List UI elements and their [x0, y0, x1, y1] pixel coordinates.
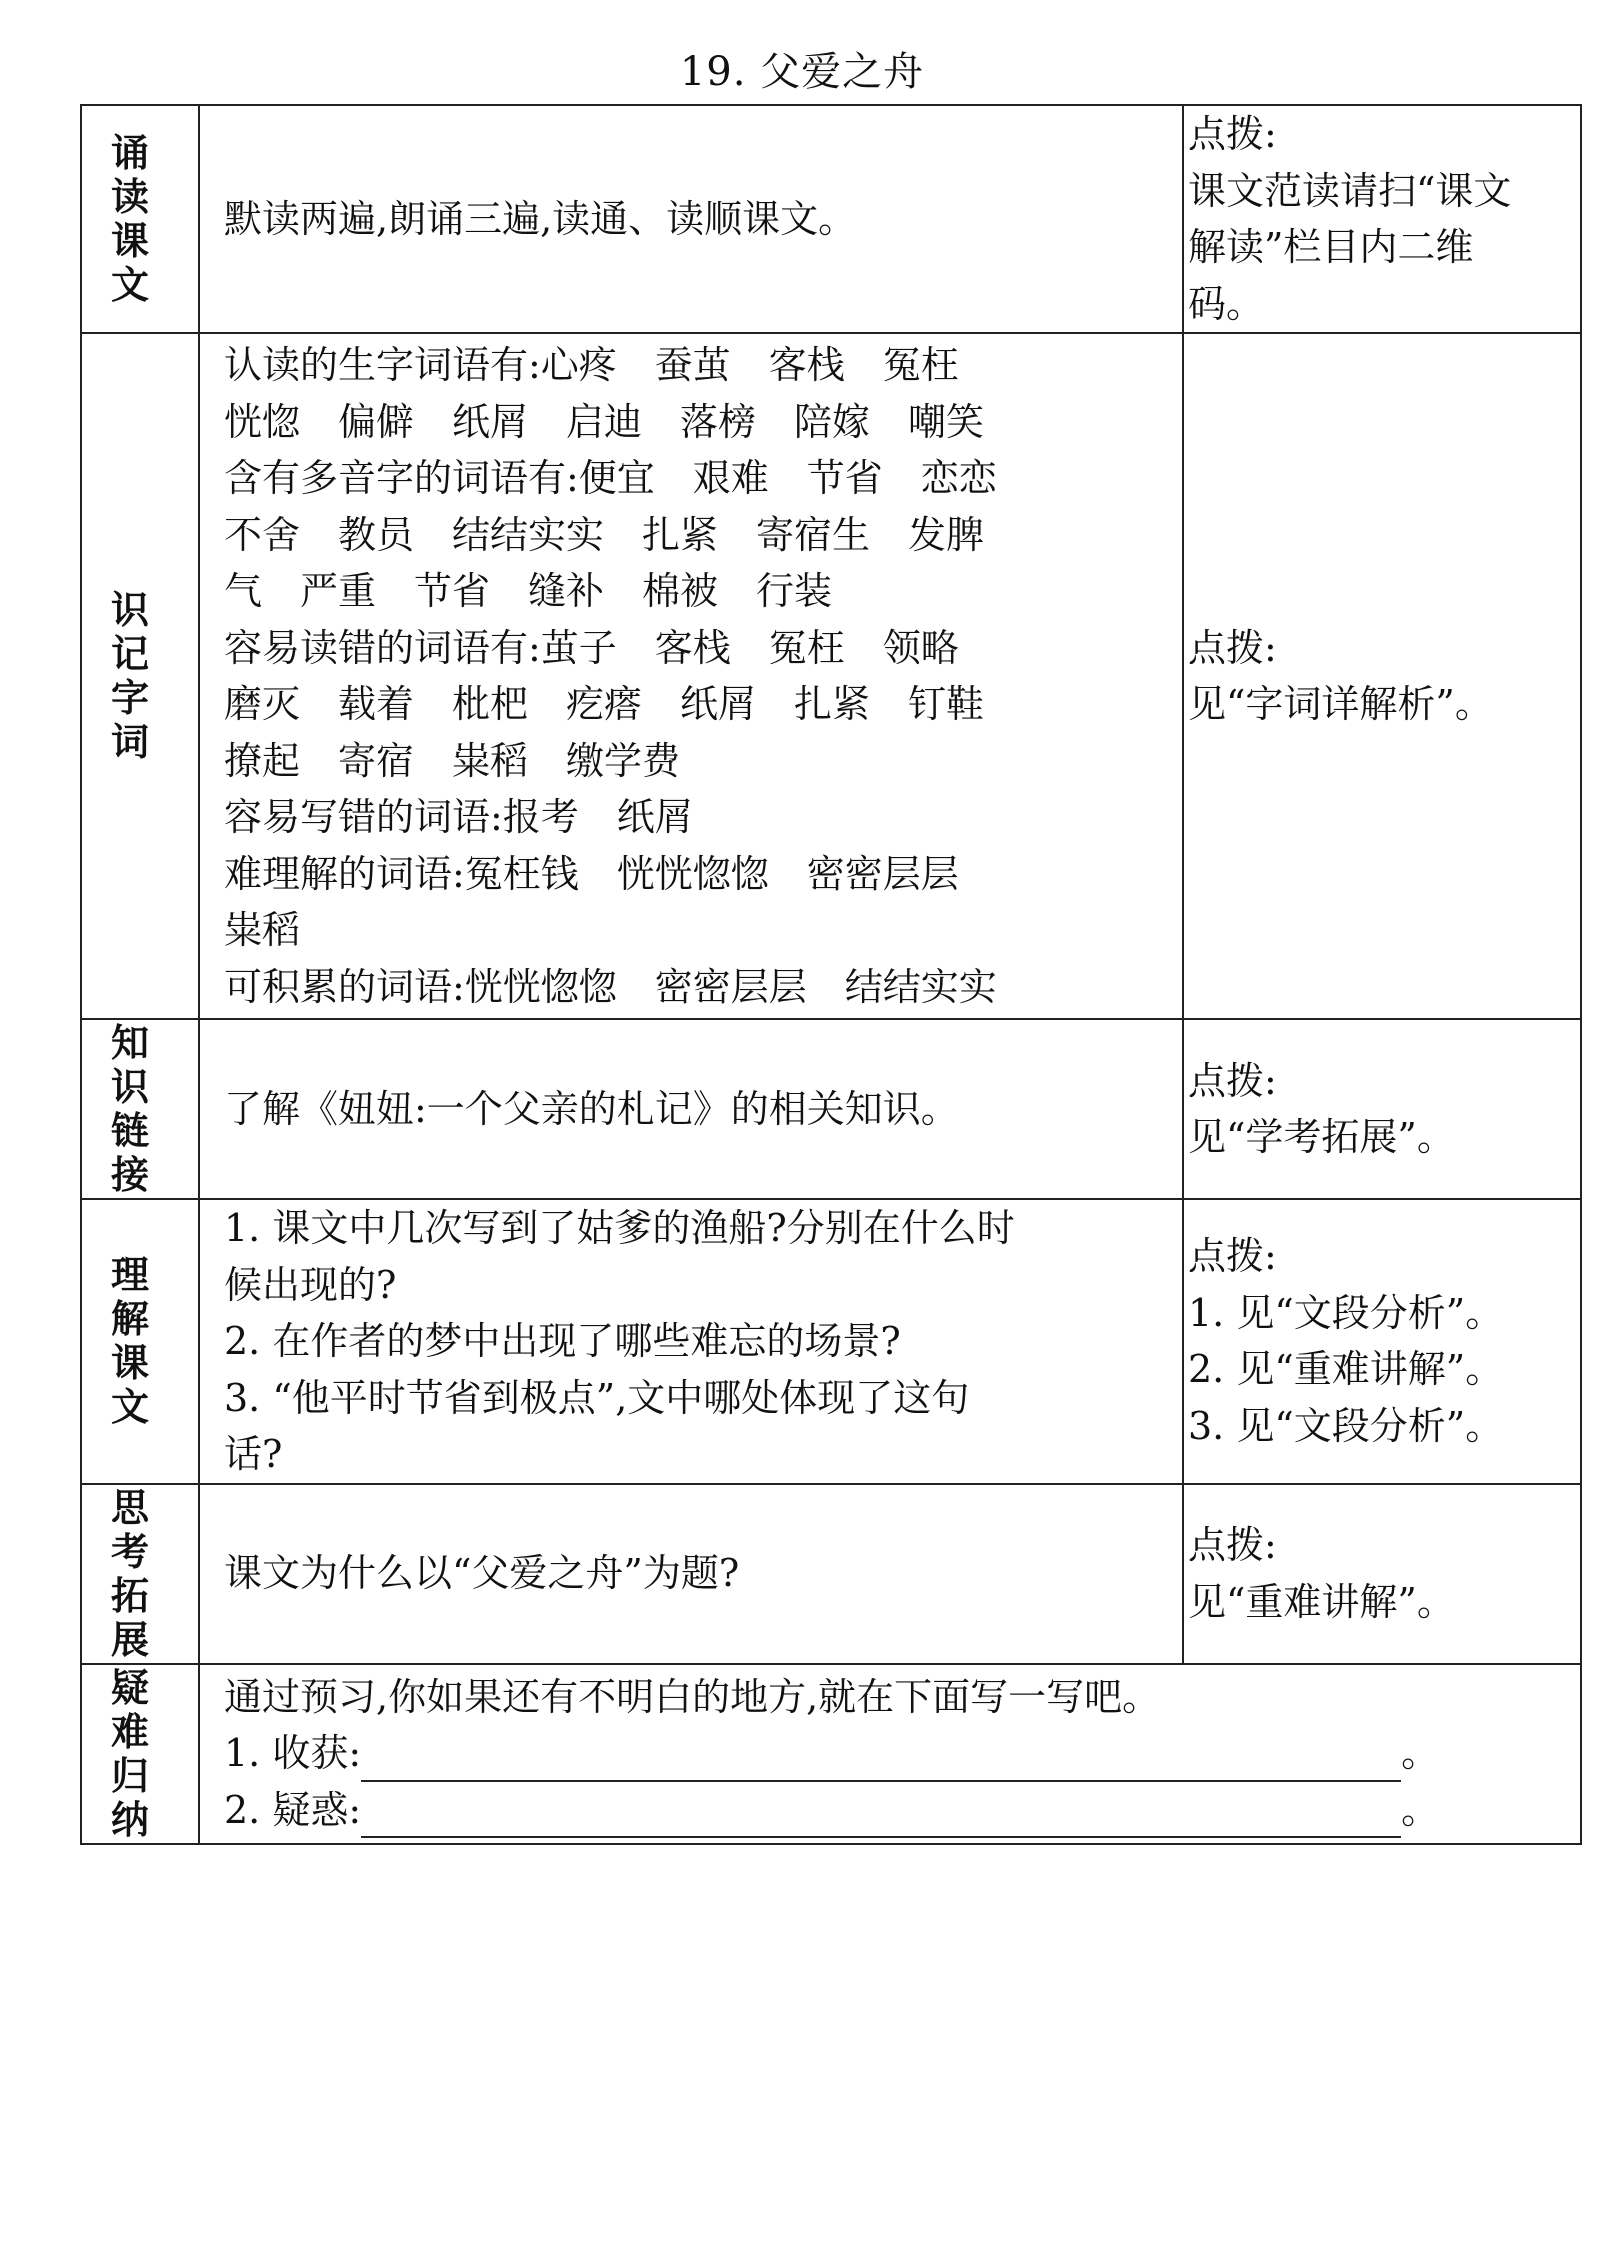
row-content-cell: [199, 333, 1183, 1019]
doubt-input-blank[interactable]: [361, 1796, 1401, 1838]
content-line: 候出现的?: [224, 1262, 397, 1307]
row-label-cell: [81, 1019, 178, 1199]
row-content-cell: [199, 1199, 1183, 1484]
row-label-cell: [81, 1199, 178, 1484]
content-line: 容易读错的词语有:茧子 客栈 冤枉 领略: [224, 625, 959, 670]
hint-line: 点拨:: [1188, 1234, 1277, 1279]
content-line: 了解《妞妞:一个父亲的札记》的相关知识。: [224, 1086, 959, 1131]
gain-line: [224, 1725, 1562, 1782]
content-line: 含有多音字的词语有:便宜 艰难 节省 恋恋: [224, 456, 997, 500]
row-content-cell: [199, 105, 1183, 333]
hint-line: 点拨:: [1188, 1523, 1277, 1567]
content-line: 不舍 教员 结结实实 扎紧 寄宿生 发脾: [224, 512, 985, 557]
gain-input-blank[interactable]: [361, 1740, 1401, 1782]
content-line: 粜稻: [224, 908, 301, 952]
hint-line: 点拨:: [1188, 112, 1277, 156]
content-line: 气 严重 节省 缝补 棉被 行装: [224, 569, 833, 613]
row-content-cell: [199, 1664, 1581, 1844]
gain-end-mark: 。: [1401, 1731, 1440, 1776]
row-label: 思考拓展: [110, 1485, 149, 1662]
table-row-extension: [81, 1484, 1581, 1664]
table-row-questions: [81, 1664, 1581, 1844]
row-content-cell: [199, 1019, 1183, 1199]
row-hint-cell: [1183, 1484, 1581, 1664]
hint-line: 解读”栏目内二维: [1188, 225, 1474, 269]
row-label: 理解课文: [110, 1253, 149, 1430]
row-label-gap: [178, 1199, 199, 1484]
row-label-gap: [178, 1019, 199, 1199]
row-label: 疑难归纳: [110, 1665, 149, 1842]
content-line: 3. “他平时节省到极点”,文中哪处体现了这句: [224, 1375, 970, 1420]
hint-line: 点拨:: [1188, 1058, 1277, 1103]
table-row-understanding: [81, 1199, 1581, 1484]
hint-line: 1. 见“文段分析”。: [1188, 1290, 1504, 1335]
row-label: 识记字词: [110, 588, 149, 764]
hint-line: 点拨:: [1188, 625, 1277, 670]
content-line: 磨灭 载着 枇杷 疙瘩 纸屑 扎紧 钉鞋: [224, 682, 985, 726]
questions-intro: 通过预习,你如果还有不明白的地方,就在下面写一写吧。: [224, 1674, 1161, 1719]
content-line: 恍惚 偏僻 纸屑 启迪 落榜 陪嫁 嘲笑: [224, 399, 985, 444]
content-line: 1. 课文中几次写到了姑爹的渔船?分别在什么时: [224, 1206, 1015, 1250]
row-label-gap: [178, 1484, 199, 1664]
gain-label: 1. 收获:: [224, 1731, 362, 1776]
hint-line: 见“学考拓展”。: [1188, 1115, 1455, 1159]
row-label-cell: [81, 105, 178, 333]
hint-line: 2. 见“重难讲解”。: [1188, 1347, 1504, 1392]
content-line: 认读的生字词语有:心疼 蚕茧 客栈 冤枉: [224, 343, 959, 387]
table-row-vocabulary: [81, 333, 1581, 1019]
content-line: 课文为什么以“父爱之舟”为题?: [224, 1551, 740, 1596]
row-label-cell: [81, 1664, 178, 1844]
doubt-end-mark: 。: [1401, 1787, 1440, 1832]
row-label-cell: [81, 333, 178, 1019]
row-hint-cell: [1183, 105, 1581, 333]
content-line: 撩起 寄宿 粜稻 缴学费: [224, 738, 681, 783]
content-line: 2. 在作者的梦中出现了哪些难忘的场景?: [224, 1319, 901, 1363]
preview-table: [80, 104, 1582, 1845]
hint-line: 见“字词详解析”。: [1188, 682, 1493, 726]
content-line: 可积累的词语:恍恍惚惚 密密层层 结结实实: [224, 964, 997, 1009]
row-label: 诵读课文: [110, 131, 149, 307]
row-hint-cell: [1183, 333, 1581, 1019]
hint-line: 见“重难讲解”。: [1188, 1579, 1455, 1624]
row-hint-cell: [1183, 1019, 1581, 1199]
row-label-gap: [178, 1664, 199, 1844]
doubt-label: 2. 疑惑:: [224, 1787, 362, 1832]
row-label-gap: [178, 333, 199, 1019]
table-row-recite: [81, 105, 1581, 333]
row-hint-cell: [1183, 1199, 1581, 1484]
row-label-cell: [81, 1484, 178, 1664]
hint-line: 课文范读请扫“课文: [1188, 168, 1512, 213]
content-line: 默读两遍,朗诵三遍,读通、读顺课文。: [224, 196, 857, 241]
content-line: 话?: [224, 1432, 283, 1476]
doubt-line: [224, 1782, 1562, 1839]
row-label-gap: [178, 105, 199, 333]
row-content-cell: [199, 1484, 1183, 1664]
hint-line: 3. 见“文段分析”。: [1188, 1403, 1504, 1448]
hint-line: 码。: [1188, 281, 1265, 326]
row-label: 知识链接: [110, 1021, 149, 1197]
content-line: 容易写错的词语:报考 纸屑: [224, 795, 693, 839]
page-title: 19. 父爱之舟: [679, 49, 925, 95]
content-line: 难理解的词语:冤枉钱 恍恍惚惚 密密层层: [224, 851, 959, 896]
table-row-knowledge-link: [81, 1019, 1581, 1199]
